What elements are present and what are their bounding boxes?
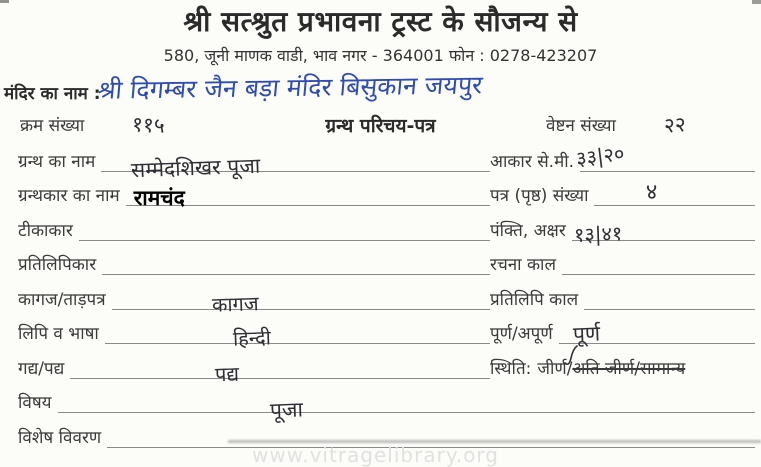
scan-artifact-corner-left [0, 0, 9, 3]
kagaj-handwritten: कागज [211, 291, 259, 317]
patra-sankhya-field-line [594, 175, 755, 206]
aakar-col [490, 142, 755, 172]
tick-mark-icon [563, 345, 579, 369]
granthkar-label: ग्रन्थकार का नाम [18, 185, 120, 206]
vishay-label: विषय [18, 392, 52, 413]
vishay-field-line [58, 382, 755, 423]
purn-apurn-label: पूर्ण/अपूर्ण [490, 323, 553, 344]
granth-naam-label: ग्रन्थ का नाम [18, 151, 96, 172]
kagaj-label: कागज/ताड़पत्र [18, 289, 106, 310]
pratilipi-kaal-col [490, 280, 755, 310]
rachna-kaal-col [490, 245, 755, 275]
pratilipi-kaal-label: प्रतिलिपि काल [490, 289, 579, 310]
pratilipikar-field-line [102, 244, 490, 275]
patra-sankhya-label: पत्र (पृष्ठ) संख्या [490, 185, 589, 206]
kagaj-field-line [112, 279, 490, 317]
padya-handwritten: पद्य [214, 361, 240, 387]
patra-sankhya-col [490, 176, 755, 206]
pankti-akshar-label: पंक्ति, अक्षर [490, 220, 566, 241]
form-title: ग्रन्थ परिचय-पत्र [325, 115, 436, 137]
form-row-tikakar [18, 211, 755, 247]
tikakar-field-line [79, 210, 490, 241]
pratilipikar-label: प्रतिलिपिकार [18, 254, 97, 275]
rachna-kaal-field-line [562, 244, 755, 275]
pankti-akshar-field-line [572, 210, 755, 247]
form-header-row [0, 111, 761, 137]
form-row-vishay [18, 383, 755, 423]
form-row-pratilipikar [18, 245, 755, 275]
pratilipi-kaal-field-line [584, 279, 755, 310]
tikakar-label: टीकाकार [18, 220, 73, 241]
watermark-text: www.vitragelibrary.org [252, 443, 499, 467]
form-row-granthkar [18, 176, 755, 210]
aakar-handwritten: ३३|२० [574, 141, 626, 171]
lipi-bhasha-label: लिपि व भाषा [18, 323, 99, 344]
purn-apurn-col [490, 314, 755, 347]
form-row-lipi [18, 314, 755, 351]
bundle-number-handwritten: २२ [662, 112, 687, 138]
pankti-akshar-handwritten: १३|४१ [573, 221, 623, 247]
granthkar-typed-value: रामचंद [133, 186, 185, 210]
granth-naam-handwritten: सम्मेदशिखर पूजा [130, 153, 261, 183]
pooja-handwritten: पूजा [269, 397, 303, 423]
rachna-kaal-label: रचना काल [490, 254, 556, 275]
form-row-granth-naam [18, 141, 755, 183]
lipi-bhasha-field-line [105, 313, 490, 351]
sthiti-separator: / [567, 359, 573, 379]
purn-apurn-field-line [559, 313, 755, 347]
temple-name-label: मंदिर का नाम : [4, 84, 101, 104]
scan-artifact-corner-right [752, 0, 761, 4]
lipi-bhasha-handwritten: हिन्दी [232, 325, 272, 351]
sthiti-struck-options: अति जीर्ण/सामान्य [572, 359, 686, 379]
temple-name-handwritten: श्री दिगम्बर जैन बड़ा मंदिर बिसुकान जयपुर [96, 70, 484, 105]
vishesh-vivaran-label: विशेष विवरण [18, 427, 102, 448]
purn-handwritten: पूर्ण [572, 321, 601, 347]
gadya-padya-field-line [70, 348, 490, 387]
form-row-gadya-padya [18, 349, 755, 387]
granth-naam-field-line [101, 141, 490, 183]
serial-number-handwritten: ११५ [131, 112, 166, 138]
sthiti-option-jirn: जीर्ण [537, 359, 567, 379]
patra-sankhya-handwritten: ४ [646, 179, 659, 206]
gadya-padya-label: गद्य/पद्य [18, 358, 65, 379]
aakar-label: आकार से.मी. [490, 151, 575, 172]
serial-number-label: क्रम संख्या [20, 116, 85, 136]
trust-address: 580, जूनी माणक वाडी, भाव नगर - 364001 फोन : 0278-423207 [163, 46, 598, 65]
pankti-akshar-col [490, 211, 755, 247]
sthiti-label: स्थिति: [490, 358, 532, 379]
granthkar-field-line [126, 175, 490, 210]
trust-title: श्री सत्श्रुत प्रभावना ट्रस्ट के सौजन्य से [183, 5, 578, 38]
form-row-kagaj [18, 280, 755, 317]
sthiti-col [490, 349, 755, 379]
aakar-field-line [574, 141, 755, 172]
bundle-number-label: वेष्टन संख्या [546, 116, 616, 136]
